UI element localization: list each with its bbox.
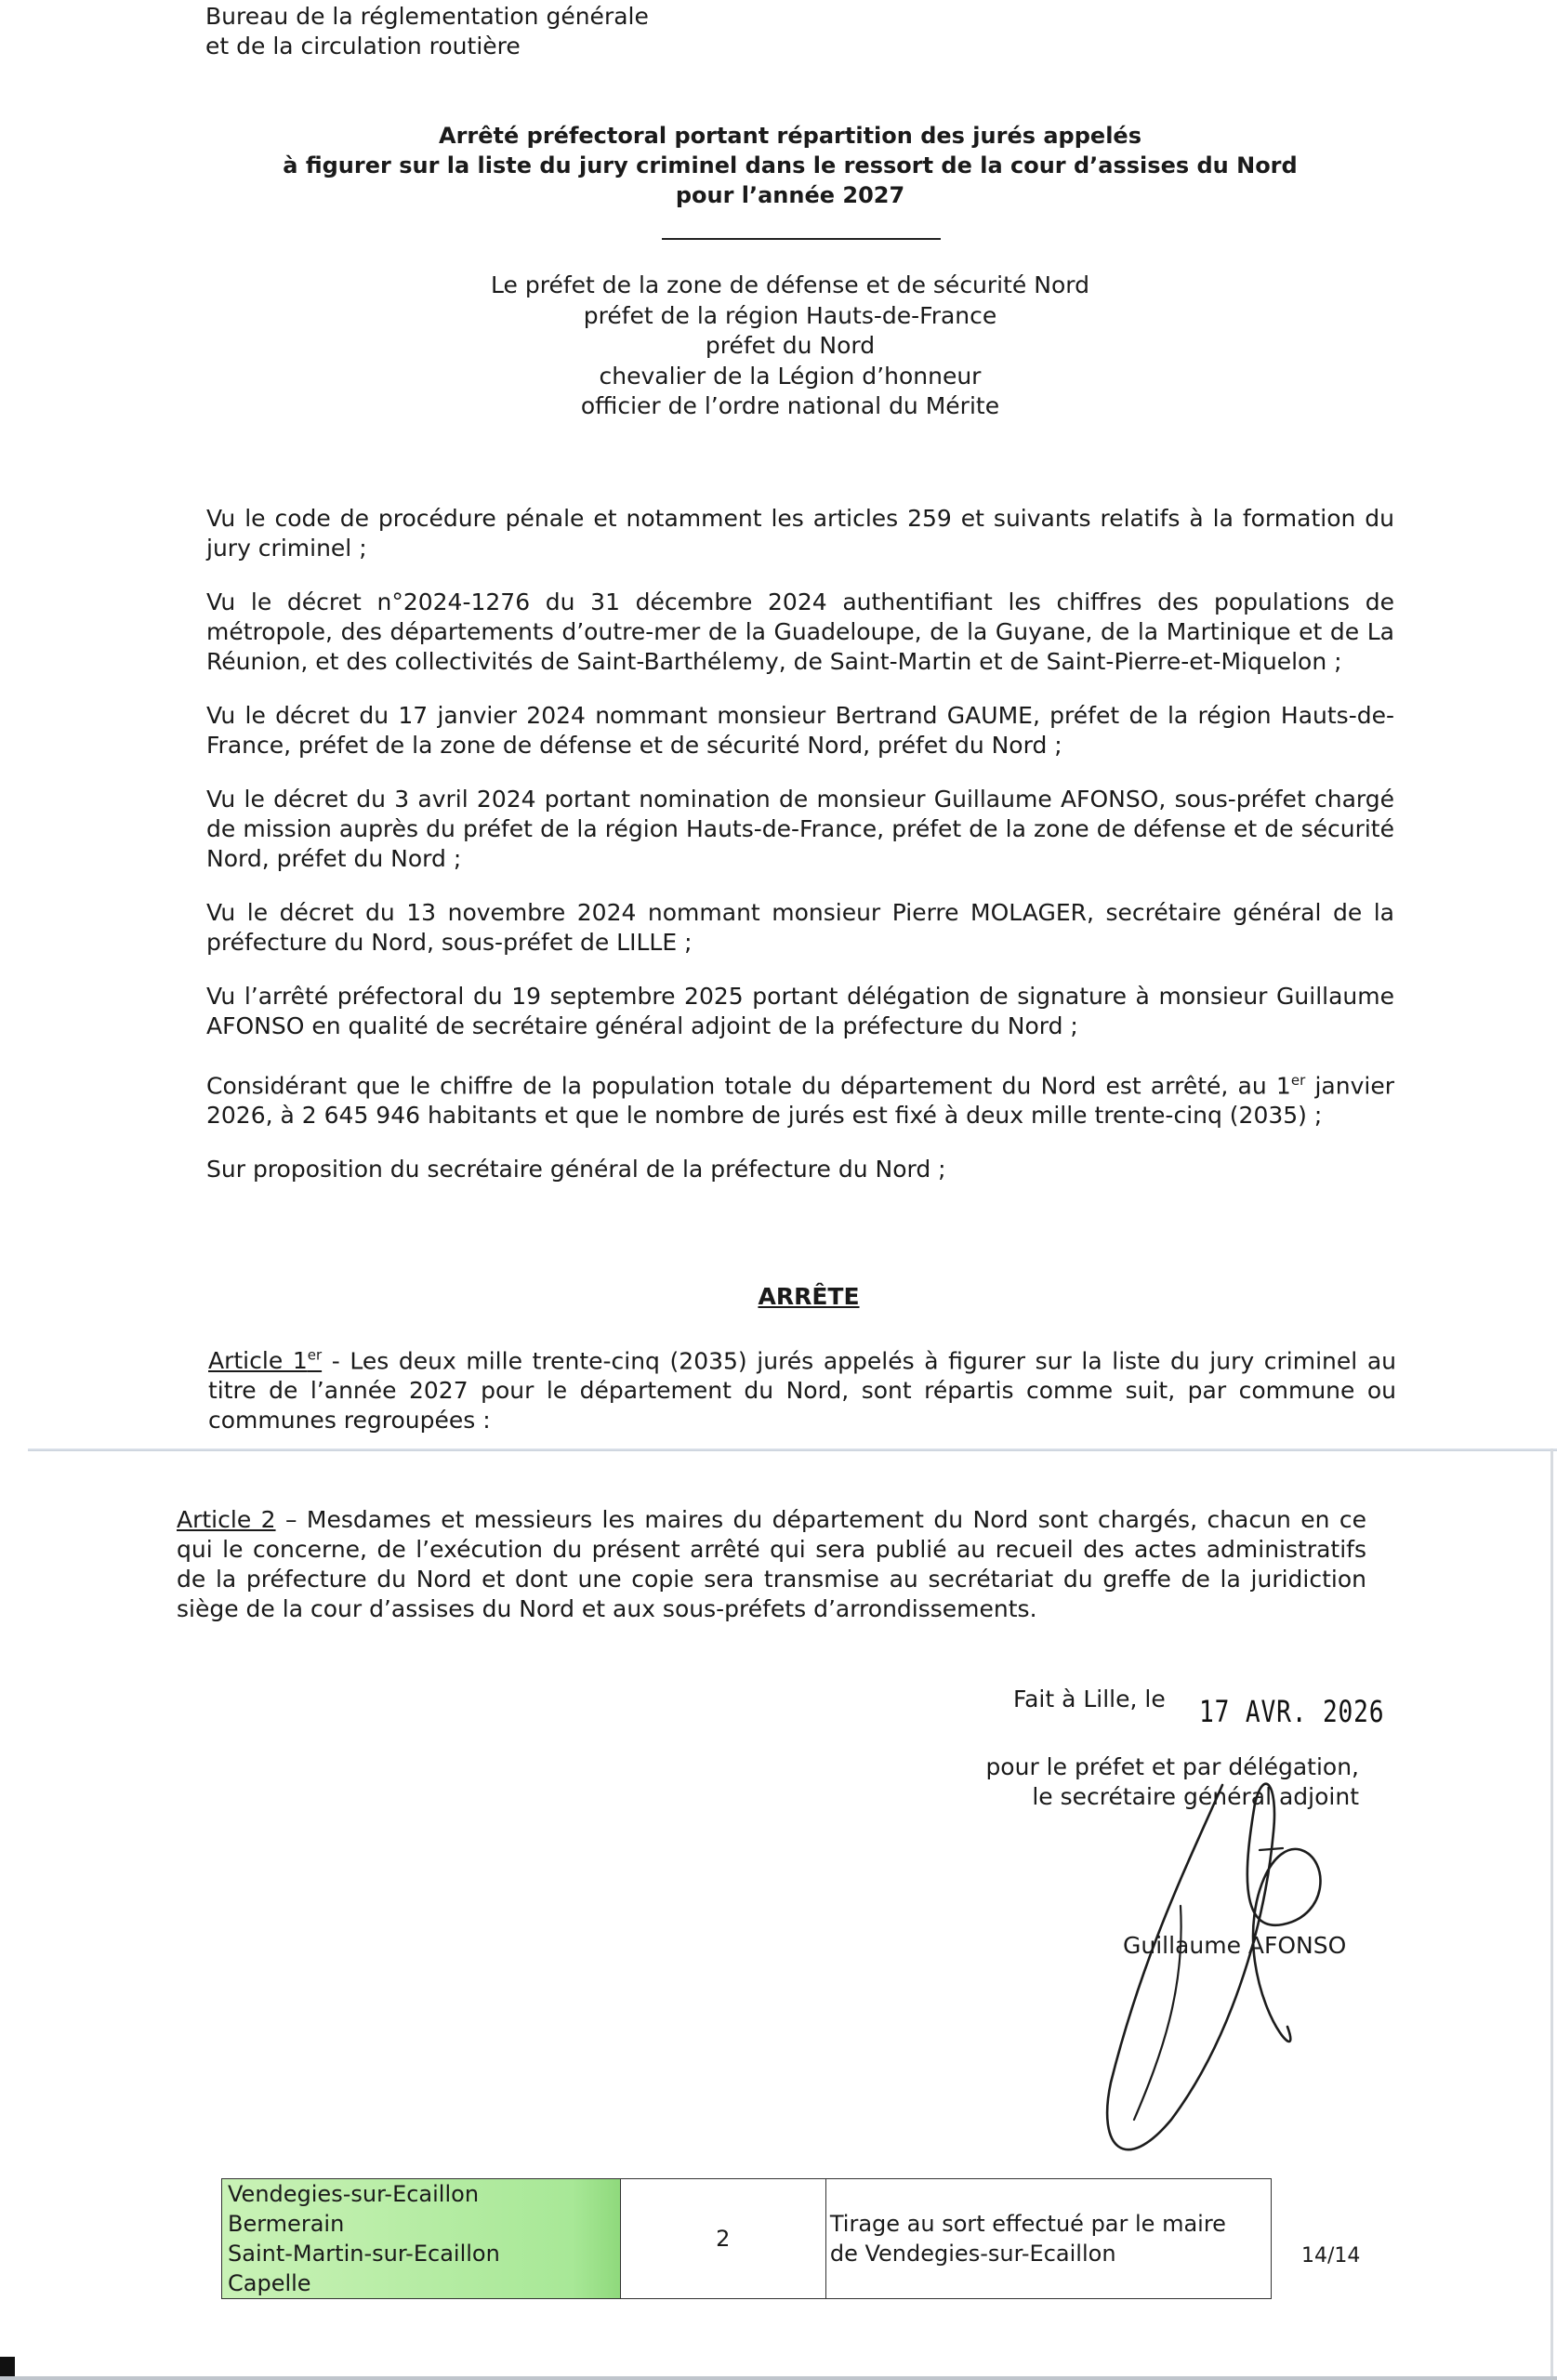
scan-fold-line (28, 1448, 1557, 1451)
bureau-line-1: Bureau de la réglementation générale (205, 3, 649, 30)
annex-table (221, 2178, 1272, 2299)
commune-item: Capelle (222, 2268, 620, 2298)
population-text-end: janvier 2026, à 2 645 946 habitants et que le nombre de jurés est fixé à deux mille trente-cinq (2035) ; (206, 1072, 1394, 1130)
scan-fold-edge (1550, 1448, 1553, 2380)
delegation-line-2: le secrétaire général adjoint (1032, 1783, 1359, 1810)
title-line-3: pour l’année 2027 (675, 182, 905, 208)
considerant-proposition: Sur proposition du secrétaire général de la préfecture du Nord ; (206, 1156, 946, 1183)
bureau-line-2: et de la circulation routière (205, 33, 521, 60)
article-1-text: - Les deux mille trente-cinq (2035) jurés appelés à figurer sur la liste du jury criminel au titre de l’année 2027 pour le département du Nord, sont répartis comme suit, par commune ou communes regroupées : (208, 1347, 1396, 1435)
fait-a-lille: Fait à Lille, le (1013, 1686, 1166, 1712)
considerant-population (206, 1065, 1394, 1130)
document-title (186, 121, 1394, 210)
signer-name: Guillaume AFONSO (1123, 1932, 1347, 1959)
article-1 (208, 1341, 1396, 1435)
commune-item: Saint-Martin-sur-Ecaillon (222, 2239, 620, 2268)
authority-line-5: officier de l’ordre national du Mérite (580, 392, 1000, 419)
article-1-label-text: Article 1 (208, 1347, 308, 1375)
date-stamp: 17 AVR. 2026 (1199, 1694, 1385, 1729)
title-line-2: à figurer sur la liste du jury criminel dans le ressort de la cour d’assises du Nord (283, 152, 1298, 178)
communes-cell (222, 2179, 621, 2299)
considerants-block (206, 504, 1394, 1209)
commune-item: Vendegies-sur-Ecaillon (222, 2179, 620, 2209)
handwritten-signature (1023, 1748, 1394, 2194)
article-2-label: Article 2 (177, 1506, 276, 1533)
article-1-label (208, 1347, 322, 1374)
mode-cell (825, 2179, 1271, 2299)
jures-count-cell: 2 (620, 2179, 825, 2299)
bureau-header (205, 2, 649, 61)
considerant-decret-afonso: Vu le décret du 3 avril 2024 portant nomination de monsieur Guillaume AFONSO, sous-préfet chargé de mission auprès du préfet de la région Hauts-de-France, préfet de la zone de défense et de sécurité Nord, préfet du Nord ; (206, 786, 1394, 872)
authority-block (279, 271, 1301, 422)
considerant-decret-gaume: Vu le décret du 17 janvier 2024 nommant monsieur Bertrand GAUME, préfet de la région Hauts-de-France, préfet de la zone de défense et de sécurité Nord, préfet du Nord ; (206, 702, 1394, 759)
population-text-start: Considérant que le chiffre de la population totale du département du Nord est arrêté, au 1 (206, 1072, 1291, 1100)
arrete-heading: ARRÊTE (758, 1283, 860, 1310)
authority-line-3: préfet du Nord (705, 332, 876, 359)
scan-bottom-edge (0, 2376, 1557, 2380)
mode-line-2: de Vendegies-sur-Ecaillon (829, 2241, 1116, 2267)
authority-line-4: chevalier de la Légion d’honneur (599, 362, 982, 390)
commune-item: Bermerain (222, 2209, 620, 2239)
authority-line-1: Le préfet de la zone de défense et de sécurité Nord (491, 271, 1089, 298)
considerant-decret-populations: Vu le décret n°2024-1276 du 31 décembre 2024 authentifiant les chiffres des populations de métropole, des départements d’outre-mer de la Guadeloupe, de la Guyane, de la Martinique et de La Réunion, et des collectivités de Saint-Barthélemy, de Saint-Martin et de Saint-Pierre-et-Miquelon ; (206, 588, 1394, 675)
mode-line-1: Tirage au sort effectué par le maire (829, 2211, 1226, 2237)
article-2 (177, 1505, 1366, 1624)
article-2-text: – Mesdames et messieurs les maires du département du Nord sont chargés, chacun en ce qui le concerne, de l’exécution du présent arrêté qui sera publié au recueil des actes administratifs de la préfecture du Nord et dont une copie sera transmise au secrétariat du greffe de la juridiction siège de la cour d’assises du Nord et aux sous-préfets d’arrondissements. (177, 1506, 1367, 1622)
title-divider (662, 238, 941, 240)
authority-line-2: préfet de la région Hauts-de-France (583, 301, 997, 329)
considerant-arrete-delegation: Vu l’arrêté préfectoral du 19 septembre 2025 portant délégation de signature à monsieur Guillaume AFONSO en qualité de secrétaire général adjoint de la préfecture du Nord ; (206, 983, 1394, 1039)
considerant-decret-molager: Vu le décret du 13 novembre 2024 nommant monsieur Pierre MOLAGER, secrétaire général de la préfecture du Nord, sous-préfet de LILLE ; (206, 899, 1394, 956)
article-1-label-superscript: er (307, 1347, 323, 1364)
page-number: 14/14 (1301, 2244, 1361, 2268)
table-row (222, 2179, 1272, 2299)
population-superscript: er (1290, 1072, 1306, 1089)
delegation-line-1: pour le préfet et par délégation, (985, 1753, 1359, 1780)
title-line-1: Arrêté préfectoral portant répartition des jurés appelés (439, 123, 1141, 149)
considerant-code-procedure: Vu le code de procédure pénale et notamment les articles 259 et suivants relatifs à la formation du jury criminel ; (206, 505, 1394, 562)
